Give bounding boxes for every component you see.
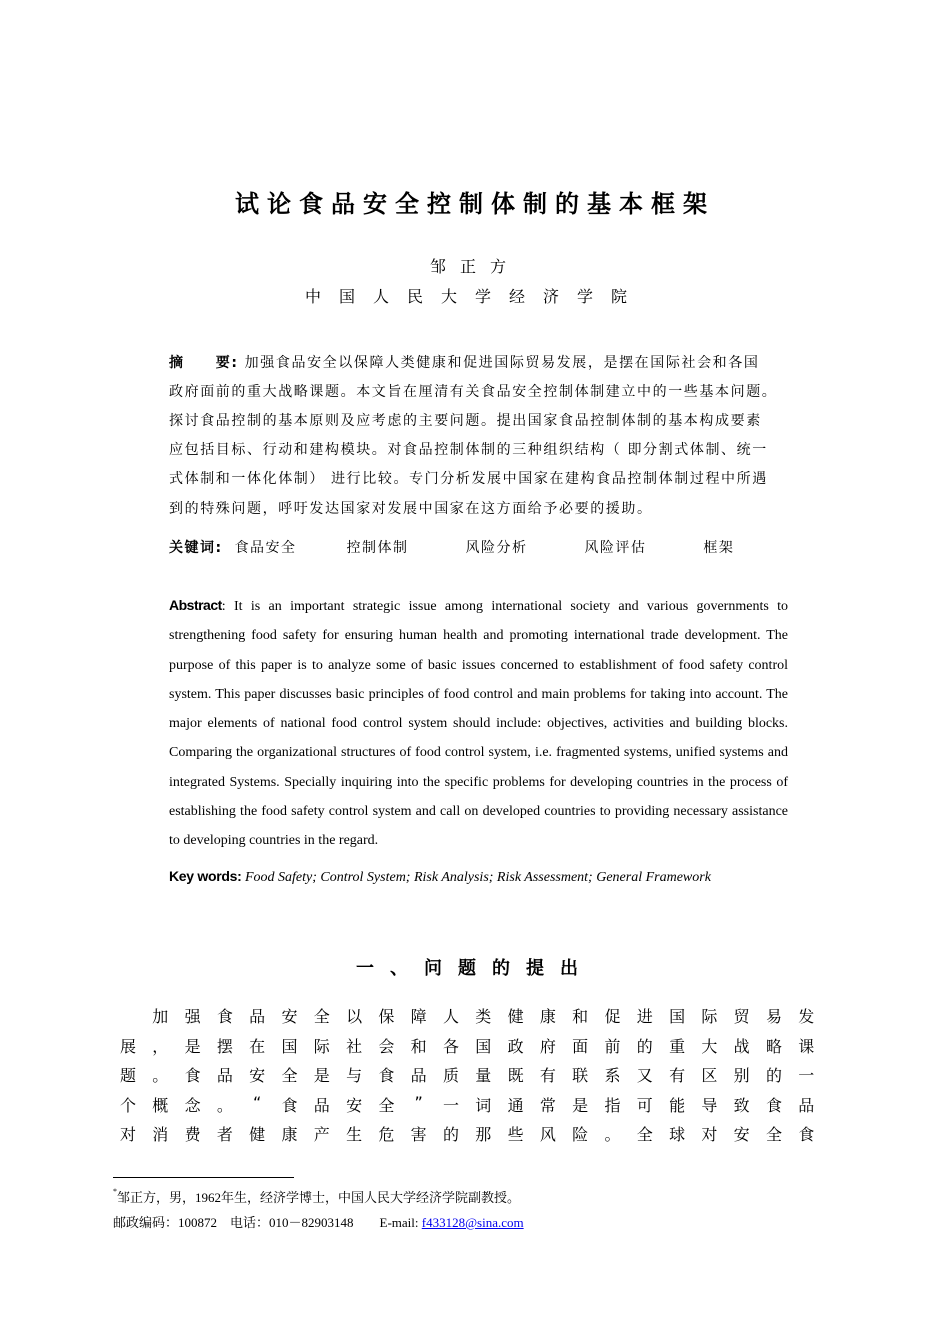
abstract-cn-line: 探讨食品控制的基本原则及应考虑的主要问题。提出国家食品控制体制的基本构成要素 (169, 413, 762, 429)
body-char: 康 (539, 1007, 556, 1026)
body-line (120, 1034, 816, 1056)
abstract-cn-line: 式体制和一体化体制） 进行比较。专门分析发展中国家在建构食品控制体制过程中所遇 (169, 471, 768, 487)
section-heading: 一、问题的提出 (356, 958, 594, 979)
body-char: 别 (733, 1066, 750, 1085)
body-char: 略 (765, 1037, 783, 1056)
body-line (120, 1093, 816, 1115)
body-char: 会 (378, 1037, 395, 1056)
body-char: 的 (636, 1037, 653, 1056)
body-line (120, 1122, 816, 1144)
body-char: 。 (216, 1096, 233, 1115)
footnote-author: *邹正方，男，1962年生，经济学博士，中国人民大学经济学院副教授。 (113, 1187, 521, 1205)
body-char: 促 (604, 1007, 621, 1026)
body-char: 既 (507, 1066, 524, 1085)
body-char: 险 (572, 1125, 589, 1144)
abstract-en-text: : It is an important strategic issue among international society and various governments to strengthening food safety for ensuring human health and promoting international trade development. The purpose of this paper is to analyze some of basic issues concerned to establishment of food safety control system. This paper discusses basic principles of food control and main problems for taking into account. The major elements of national food control system should include: objectives, activities and building blocks. Comparing the organizational structures of food control system, i.e. fragmented systems, unified systems and integrated Systems. Specially inquiring into the specific problems for developing countries in the process of establishing the food safety control system and call on developed countries to providing necessary assistance to developing countries in the regard. (169, 599, 788, 849)
body-char: 食 (184, 1066, 201, 1085)
body-char: 联 (572, 1066, 589, 1085)
body-char: 生 (346, 1125, 363, 1144)
body-char: 类 (475, 1007, 492, 1026)
body-char: 健 (249, 1125, 266, 1144)
body-char: 国 (475, 1037, 492, 1056)
body-char: 前 (604, 1037, 621, 1056)
footnote-contact: 邮政编码：100872 电话：010－82903148 E-mail: f433128@sina.com (113, 1215, 524, 1230)
body-char: 食 (378, 1066, 395, 1085)
body-char: 风 (539, 1125, 556, 1144)
body-char: 导 (701, 1096, 718, 1115)
body-char: ” (414, 1093, 423, 1112)
body-char: 展 (119, 1037, 137, 1056)
body-char: 强 (184, 1007, 201, 1026)
body-char: 面 (572, 1037, 589, 1056)
body-char: 以 (346, 1007, 363, 1026)
body-line (120, 1063, 816, 1085)
abstract-en (169, 591, 788, 856)
body-char: 贸 (733, 1007, 750, 1026)
body-char: 摆 (216, 1037, 233, 1056)
body-char: 常 (539, 1096, 556, 1115)
body-char: 又 (636, 1066, 653, 1085)
body-char: 障 (410, 1007, 427, 1026)
author-name: 邹正方 (429, 257, 520, 276)
body-char: 品 (410, 1066, 427, 1085)
footnote-rule (113, 1177, 294, 1178)
body-char: 品 (798, 1096, 815, 1115)
body-char: 题 (119, 1066, 137, 1085)
keyword: 控制体制 (346, 540, 409, 556)
body-char: “ (253, 1093, 262, 1112)
body-char: 是 (313, 1066, 330, 1085)
body-char: 际 (701, 1007, 718, 1026)
body-char: 球 (669, 1125, 686, 1144)
keyword: 食品安全 (234, 540, 297, 556)
body-char: 致 (733, 1096, 750, 1115)
body-char: 加 (152, 1007, 169, 1026)
body-char: 安 (281, 1007, 298, 1026)
body-char: 和 (572, 1007, 589, 1026)
body-char: 课 (798, 1037, 815, 1056)
body-char: 大 (701, 1037, 718, 1056)
body-char: 易 (765, 1007, 783, 1026)
body-char: 与 (346, 1066, 363, 1085)
footnote-marker: * (113, 1187, 117, 1196)
body-char: 重 (669, 1037, 686, 1056)
keywords-cn-label: 关键词: (169, 540, 223, 556)
body-char: 全 (636, 1125, 653, 1144)
keyword: 框架 (703, 540, 735, 556)
body-char: 是 (572, 1096, 589, 1115)
body-char: ， (152, 1037, 169, 1056)
body-char: 各 (442, 1037, 460, 1056)
abstract-cn-line: 政府面前的重大战略课题。本文旨在厘清有关食品安全控制体制建立中的一些基本问题。 (169, 384, 778, 400)
keyword: 风险分析 (465, 540, 528, 556)
body-char: 一 (798, 1066, 815, 1085)
body-char: 保 (378, 1007, 395, 1026)
body-char: 国 (281, 1037, 298, 1056)
body-char (120, 1004, 136, 1027)
body-char: 个 (119, 1096, 137, 1115)
body-char: 能 (669, 1096, 686, 1115)
email-link[interactable]: f433128@sina.com (421, 1215, 524, 1230)
body-char: 一 (442, 1096, 460, 1115)
body-char: 社 (346, 1037, 363, 1056)
abstract-cn-line: 到的特殊问题，呼吁发达国家对发展中国家在这方面给予必要的援助。 (169, 501, 653, 517)
body-char: 词 (475, 1096, 492, 1115)
body-char: 质 (442, 1066, 460, 1085)
body-char: 系 (604, 1066, 621, 1085)
body-char: 害 (410, 1125, 427, 1144)
body-char: 食 (765, 1096, 783, 1115)
body-char: 品 (313, 1096, 330, 1115)
body-char: 品 (216, 1066, 233, 1085)
body-char: 食 (281, 1096, 298, 1115)
body-char: 可 (636, 1096, 653, 1115)
abstract-cn-label: 摘 要: (169, 355, 239, 371)
body-char: 国 (669, 1007, 686, 1026)
paper-title: 试论食品安全控制体制的基本框架 (235, 189, 715, 218)
body-char: 些 (507, 1125, 524, 1144)
body-char: 安 (249, 1066, 266, 1085)
keywords-en (169, 868, 711, 886)
body-char: 品 (249, 1007, 266, 1026)
body-char: 食 (216, 1007, 233, 1026)
body-char: 安 (733, 1125, 750, 1144)
abstract-en-label: Abstract (169, 597, 222, 613)
body-char: 指 (604, 1096, 621, 1115)
body-char: 全 (313, 1007, 330, 1026)
body-char: 对 (701, 1125, 718, 1144)
body-char: 。 (152, 1066, 169, 1085)
body-char: 概 (152, 1096, 169, 1115)
keywords-en-label: Key words: (169, 868, 242, 884)
body-char: 。 (604, 1125, 621, 1144)
keywords-cn (169, 537, 734, 557)
abstract-cn-line: 应包括目标、行动和建构模块。对食品控制体制的三种组织结构（ 即分割式体制、统一 (169, 442, 768, 458)
body-char: 有 (669, 1066, 686, 1085)
body-char: 念 (184, 1096, 201, 1115)
body-char: 战 (733, 1037, 750, 1056)
body-char: 消 (152, 1125, 169, 1144)
body-char: 全 (378, 1096, 395, 1115)
keyword: 风险评估 (584, 540, 647, 556)
body-char: 费 (184, 1125, 201, 1144)
body-char: 安 (346, 1096, 363, 1115)
body-char: 者 (216, 1125, 233, 1144)
body-char: 际 (313, 1037, 330, 1056)
body-char: 在 (249, 1037, 266, 1056)
body-char: 健 (507, 1007, 524, 1026)
body-char: 通 (507, 1096, 524, 1115)
body-char: 有 (539, 1066, 556, 1085)
keywords-en-text: Food Safety; Control System; Risk Analysis; Risk Assessment; General Framework (244, 870, 711, 885)
body-char: 进 (636, 1007, 653, 1026)
body-char: 全 (765, 1125, 783, 1144)
body-char: 的 (765, 1066, 783, 1085)
body-char: 食 (798, 1125, 815, 1144)
body-char: 危 (378, 1125, 395, 1144)
body-char: 那 (475, 1125, 492, 1144)
body-char: 府 (539, 1037, 556, 1056)
body-char: 量 (475, 1066, 492, 1085)
body-char: 全 (281, 1066, 298, 1085)
body-char: 产 (313, 1125, 330, 1144)
body-line (120, 1004, 816, 1026)
body-char: 对 (119, 1125, 137, 1144)
body-char: 是 (184, 1037, 201, 1056)
body-char: 区 (701, 1066, 718, 1085)
author-affiliation: 中国人民大学经济学院 (304, 287, 645, 306)
body-char: 的 (442, 1125, 460, 1144)
body-char: 政 (507, 1037, 524, 1056)
abstract-cn-line: 摘 要: 加强食品安全以保障人类健康和促进国际贸易发展，是摆在国际社会和各国 (169, 355, 760, 371)
body-char: 人 (442, 1007, 460, 1026)
body-char: 发 (798, 1007, 815, 1026)
body-char: 康 (281, 1125, 298, 1144)
body-char: 和 (410, 1037, 427, 1056)
